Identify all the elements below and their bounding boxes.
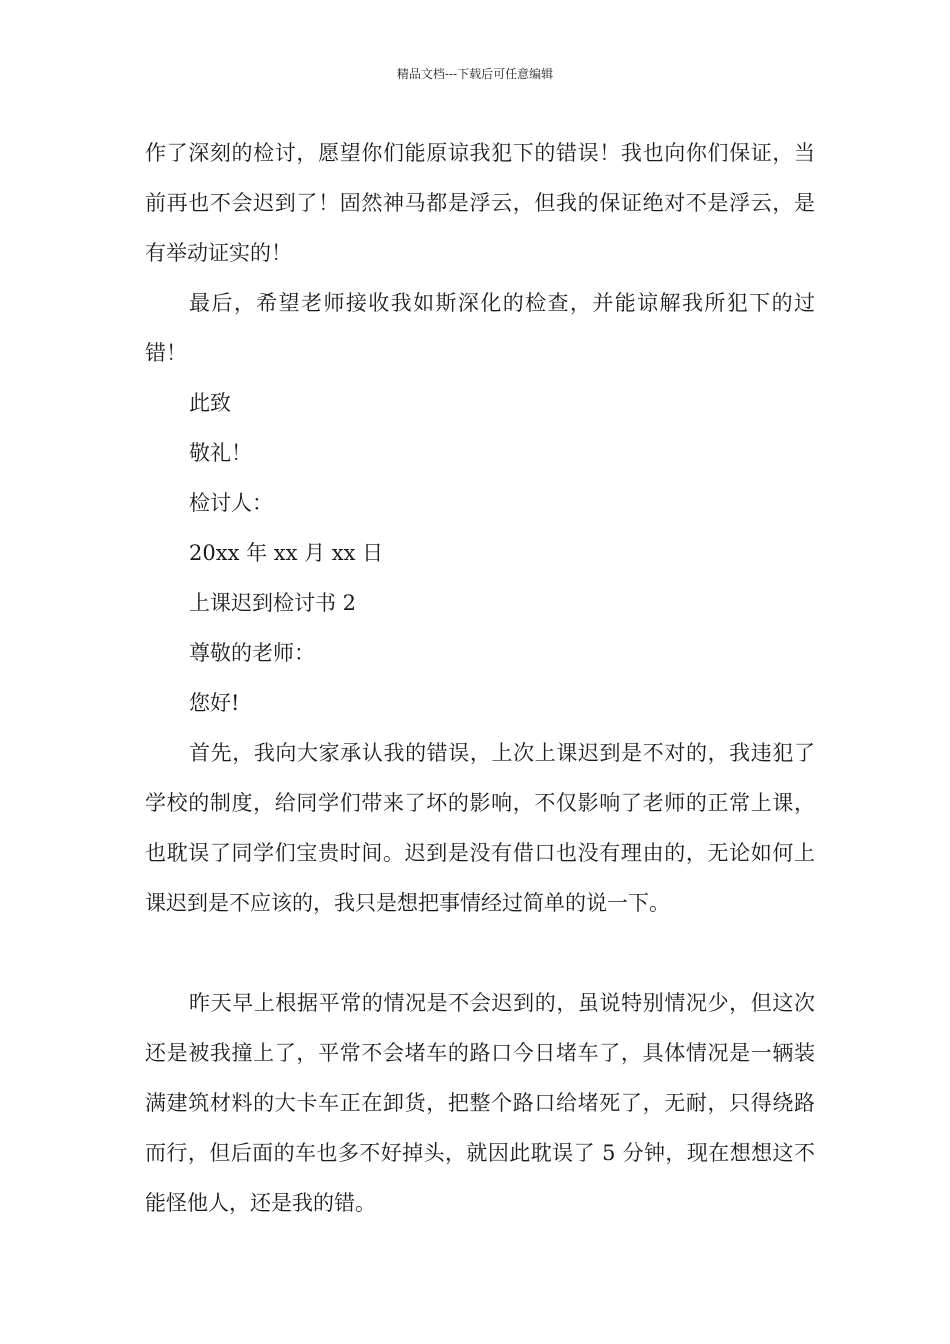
paragraph-explanation: 昨天早上根据平常的情况是不会迟到的，虽说特别情况少，但这次还是被我撞上了，平常不会堵车的路口今日堵车了，具体情况是一辆装满建筑材料的大卡车正在卸货，把整个路口给堵死了，无耐，只得绕路而行，但后面的车也多不好掉头，就因此耽误了 5 分钟，现在想想这不能怪他人，还是我的错。 (145, 991, 815, 1215)
paragraph-spacer (145, 928, 815, 978)
closing-line-1: 此致 (189, 391, 231, 415)
paragraph-apology: 首先，我向大家承认我的错误，上次上课迟到是不对的，我违犯了学校的制度，给同学们带来了坏的影响，不仅影响了老师的正常上课，也耽误了同学们宝贵时间。迟到是没有借口也没有理由的，无论如何上课迟到是不应该的，我只是想把事情经过简单的说一下。 (145, 741, 815, 915)
salutation: 尊敬的老师： (189, 641, 315, 665)
signer-label: 检讨人： (189, 491, 273, 515)
paragraph-continuation: 作了深刻的检讨，愿望你们能原谅我犯下的错误！我也向你们保证，当前再也不会迟到了！固然神马都是浮云，但我的保证绝对不是浮云，是有举动证实的！ (145, 141, 815, 265)
greeting: 您好! (189, 691, 240, 715)
section-title: 上课迟到检讨书 2 (189, 591, 357, 615)
page-header: 精品文档---下载后可任意编辑 (396, 67, 554, 81)
date-line: 20xx 年 xx 月 xx 日 (189, 541, 384, 565)
paragraph-conclusion: 最后，希望老师接收我如斯深化的检查，并能谅解我所犯下的过错！ (145, 291, 815, 365)
document-body (145, 128, 815, 1228)
closing-line-2: 敬礼！ (189, 441, 252, 465)
